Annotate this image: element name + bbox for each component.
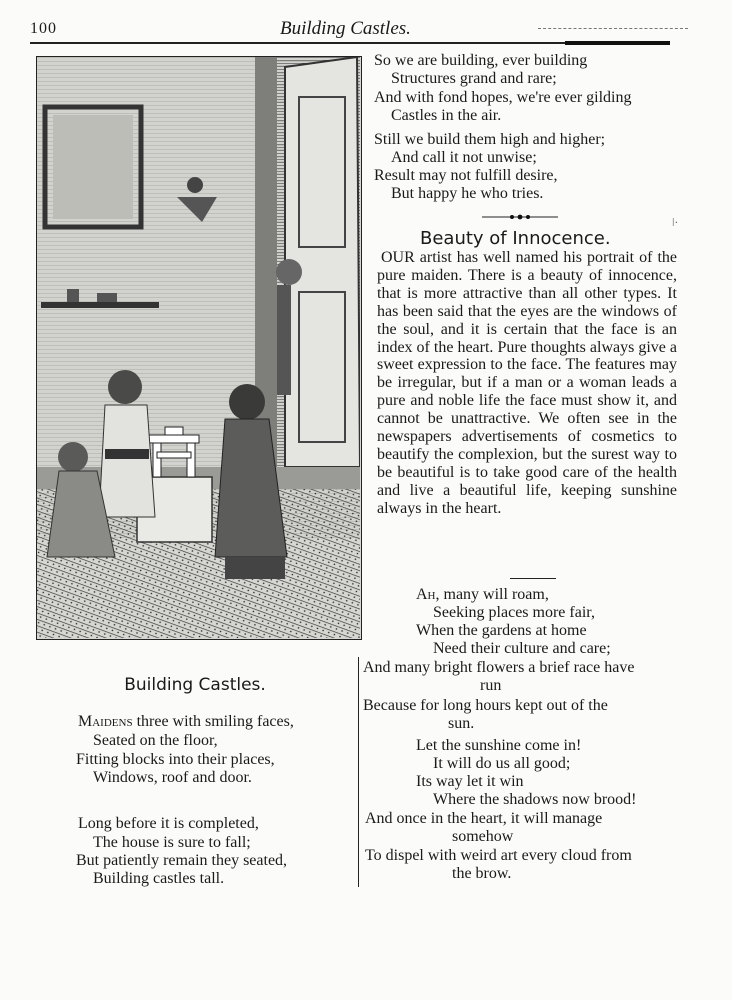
poem-line: Castles in the air.	[391, 107, 502, 124]
poem-line: And once in the heart, it will manage	[365, 810, 603, 827]
poem-line: And many bright flowers a brief race have	[363, 659, 635, 676]
article-first-word: OUR	[381, 249, 415, 266]
poem-line: Let the sunshine come in!	[416, 737, 582, 754]
poem-line: Windows, roof and door.	[93, 769, 252, 786]
poem-line: the brow.	[452, 865, 512, 882]
poem-line: Result may not fulfill desire,	[374, 167, 558, 184]
poem-line: And call it not unwise;	[391, 149, 537, 166]
header-dashes	[538, 28, 688, 30]
running-title: Building Castles.	[280, 18, 411, 39]
poem-line: run	[480, 677, 502, 694]
poem-line: somehow	[452, 828, 514, 845]
poem-line: When the gardens at home	[416, 622, 587, 639]
poem-line: But patiently remain they seated,	[76, 852, 288, 869]
poem-line: Ah, many will roam,	[416, 586, 549, 603]
margin-mark: ǀ·	[672, 215, 679, 229]
poem-line: But happy he who tries.	[391, 185, 544, 202]
section-divider	[510, 578, 556, 579]
poem-line: So we are building, ever building	[374, 52, 588, 69]
poem-line: Because for long hours kept out of the	[363, 697, 608, 714]
poem-line: Still we build them high and higher;	[374, 131, 606, 148]
engraving-children-building-block-castle-icon	[37, 57, 360, 638]
poem-title: Building Castles.	[124, 675, 266, 695]
poem-line: Fitting blocks into their places,	[76, 751, 275, 768]
poem-line: Building castles tall.	[93, 870, 225, 887]
poem-line: Need their culture and care;	[433, 640, 611, 657]
article-text: artist has well named his portrait of the pure maiden. There is a beauty of innocence, that is more attractive than all other types. It has been said that the eyes are the windows of the soul, and it is certain that the face is an index of the heart. Pure thoughts always give a sweet expression to the face. The features may be irregular, but if a man or a woman leads a pure and noble life the face must show it, and cannot be unattractive. We often see in the newspapers advertisements of cosmetics to beautify the complexion, but the surest way to be beautiful is to take good care of the health and live a beautiful life, keeping sunshine always in the heart.	[377, 249, 677, 517]
engraving-illustration	[36, 56, 362, 640]
poem-line: To dispel with weird art every cloud from	[365, 847, 632, 864]
poem-line: The house is sure to fall;	[93, 834, 251, 851]
poem-line: Structures grand and rare;	[391, 70, 557, 87]
drop-word: Maidens	[78, 713, 133, 730]
poem-line: Its way let it win	[416, 773, 524, 790]
poem-line: Maidens three with smiling faces,	[78, 713, 294, 730]
poem-line: And with fond hopes, we're ever gilding	[374, 89, 632, 106]
poem-line: Long before it is completed,	[78, 815, 259, 832]
poem-line: Seated on the floor,	[93, 732, 218, 749]
poem-line: It will do us all good;	[433, 755, 571, 772]
column-rule	[358, 657, 359, 887]
poem-line: Where the shadows now brood!	[433, 791, 637, 808]
article-body	[377, 249, 677, 518]
poem-line: Seeking places more fair,	[433, 604, 595, 621]
article-title: Beauty of Innocence.	[420, 228, 611, 249]
header-rule-accent	[565, 41, 670, 45]
poem-line: sun.	[448, 715, 475, 732]
page-number: 100	[30, 20, 57, 37]
ornament-divider-icon	[482, 213, 558, 221]
